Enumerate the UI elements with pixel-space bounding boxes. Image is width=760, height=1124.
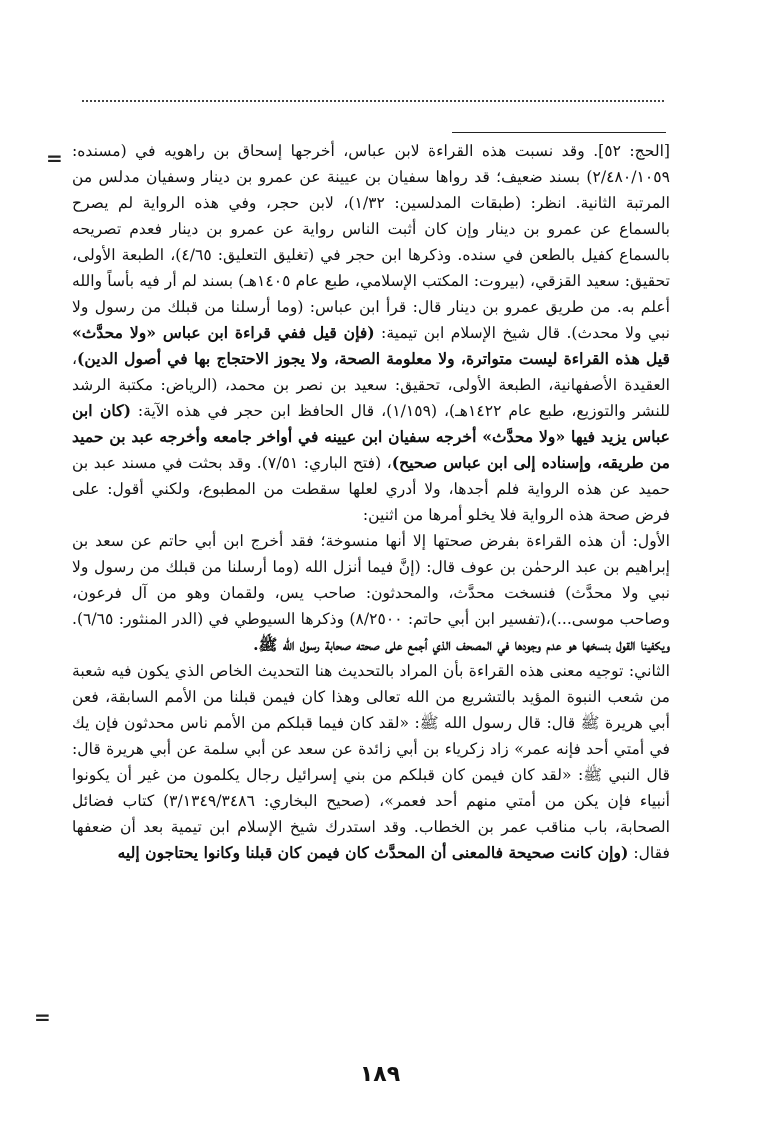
- continuation-mark-end: =: [34, 1005, 51, 1029]
- quote-ibn-hajar: (كان ابن عباس يزيد فيها «ولا محدَّث» أخرجه سفيان ابن عيينه في أواخر جامعه وأخرجه عبد بن حميد من طريقه، وإسناده إلى ابن عباس صحيح): [72, 401, 670, 472]
- footnote-paragraph-1: [72, 138, 670, 528]
- page-number: ١٨٩: [359, 1062, 401, 1087]
- footnote-paragraph-3: [72, 658, 670, 866]
- quote-continued: (وإن كانت صحيحة فالمعنى أن المحدَّث كان فيمن كان قبلنا وكانوا يحتاجون إليه: [117, 843, 629, 862]
- footnote-paragraph-2: [72, 528, 670, 658]
- footnote-text: [72, 138, 670, 1033]
- bold-conclusion: ويكفينا القول بنسخها هو عدم وجودها في المصحف الذي أجمع على صحته صحابة رسول الله ﷺ.: [253, 635, 670, 654]
- text-segment: الثاني: توجيه معنى هذه القراءة بأن المراد بالتحديث هنا التحديث الخاص الذي يكون فيه شعبة من شعب النبوة المؤيد بالتشريع من الله تعالى وهذا كان فيمن قبلنا من الأمم السابقة، فعن أبي هريرة ﷺ قال: قال رسول الله ﷺ: «لقد كان فيما قبلكم من الأمم ناس محدثون فإن يك في أمتي أحد فإنه عمر» زاد زكرياء بن أبي زائدة عن سعد عن أبي سلمة عن أبي هريرة قال: قال النبي ﷺ: «لقد كان فيمن كان قبلكم من بني إسرائيل رجال يكلمون من غير أن يكونوا أنبياء فإن يكن من أمتي منهم أحد فعمر»، (صحيح البخاري: ٣/١٣٤٩/٣٤٨٦) كتاب فضائل الصحابة، باب مناقب عمر بن الخطاب. وقد استدرك شيخ الإسلام ابن تيمية بعد أن ضعفها فقال:: [72, 662, 670, 862]
- text-segment: ، (فتح الباري: ٧/٥١). وقد بحثت في مسند عبد بن حميد عن هذه الرواية فلم أجدها، ولا أدري لعلها سقطت من المطبوع، ولكني أقول: على فرض صحة هذه الرواية فلا يخلو أمرها من اثنين:: [72, 454, 670, 524]
- continuation-mark-start: =: [46, 146, 63, 170]
- quote-ibn-taymiyyah: (فإن قيل ففي قراءة ابن عباس «ولا محدَّث» قيل هذه القراءة ليست متواترة، ولا معلومة الصحة، ولا يجوز الاحتجاج بها في أصول الدين): [72, 323, 670, 368]
- top-dotted-rule: [82, 100, 664, 102]
- text-segment: الأول: أن هذه القراءة بفرض صحتها إلا أنها منسوخة؛ فقد أخرج ابن أبي حاتم عن سعد بن إبراهيم بن عبد الرحمٰن بن عوف قال: (إنَّ فيما أنزل الله (وما أرسلنا من قبلك من رسول ولا نبي ولا محدَّث) فنسخت محدَّث، والمحدثون: صاحب يس، ولقمان وهو من آل فرعون، وصاحب موسى...)،(تفسير ابن أبي حاتم: ٨/٢٥٠٠) وذكرها السيوطي في (الدر المنثور: ٦/٦٥).: [72, 532, 670, 628]
- text-segment: [الحج: ٥٢]. وقد نسبت هذه القراءة لابن عباس، أخرجها إسحاق بن راهويه في (مسنده: ٢/٤٨٠/١٠٥٩) بسند ضعيف؛ قد رواها سفيان بن عيينة عن عمرو بن دينار وسفيان مدلس من المرتبة الثانية. انظر: (طبقات المدلسين: ١/٣٢)، لابن حجر، وفي هذه الرواية لم يصرح بالسماع عن عمرو بن دينار وإن كان أثبت الناس رواية عن عمرو بن دينار فعدم تصريحه بالسماع كفيل بالطعن في سنده. وذكرها ابن حجر في (تغليق التعليق: ٤/٦٥)، الطبعة الأولى، تحقيق: سعيد القزقي، (بيروت: المكتب الإسلامي، طبع عام ١٤٠٥هـ) بسند لم أر فيه بأساً والله أعلم به. من طريق عمرو بن دينار قال: قرأ ابن عباس: (وما أرسلنا من قبلك من رسول ولا نبي ولا محدث). قال شيخ الإسلام ابن تيمية:: [72, 142, 670, 342]
- text-segment: ، العقيدة الأصفهانية، الطبعة الأولى، تحقيق: سعيد بن نصر بن محمد، (الرياض: مكتبة الرشد للنشر والتوزيع، طبع عام ١٤٢٢هـ)، (١/١٥٩)، قال الحافظ ابن حجر في هذه الآية:: [72, 350, 670, 420]
- footnote-separator-rule: [452, 132, 666, 133]
